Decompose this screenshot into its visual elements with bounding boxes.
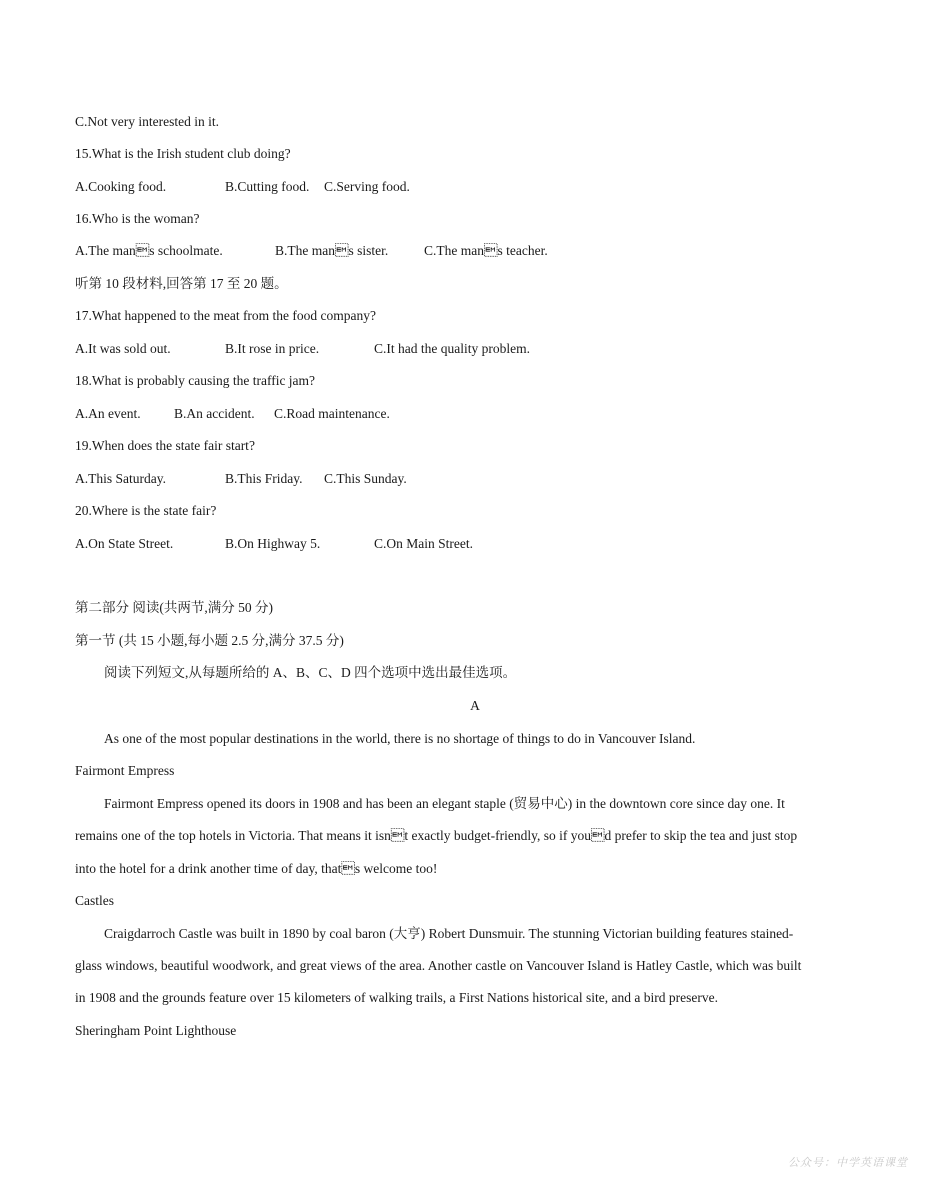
heading-fairmont-empress: Fairmont Empress [75, 763, 175, 778]
part-two-title: 第二部分 阅读(共两节,满分 50 分) [75, 600, 273, 615]
paragraph-1-line-1: Fairmont Empress opened its doors in 1908 and has been an elegant staple (贸易中心) in the downtown core since day one. It [104, 796, 785, 811]
question-16: 16.Who is the woman? [75, 211, 200, 226]
question-17: 17.What happened to the meat from the food company? [75, 308, 377, 323]
option-b-q18: B.An accident. [174, 406, 255, 421]
option-b-q17: B.It rose in price. [225, 341, 320, 356]
option-b-q16: B.The mans sister. [275, 243, 389, 258]
paragraph-1-line-3: into the hotel for a drink another time of day, thats welcome too! [75, 861, 438, 876]
option-b-q20: B.On Highway 5. [225, 536, 321, 551]
paragraph-2-line-2: glass windows, beautiful woodwork, and great views of the area. Another castle on Vancouver Island is Hatley Castle, which was built [75, 958, 802, 973]
question-15: 15.What is the Irish student club doing? [75, 146, 291, 161]
option-a-q17: A.It was sold out. [75, 341, 171, 356]
option-a-q18: A.An event. [75, 406, 141, 421]
paragraph-2-line-1: Craigdarroch Castle was built in 1890 by coal baron (大亨) Robert Dunsmuir. The stunning Victorian building features stained- [104, 926, 794, 941]
paragraph-1-line-2: remains one of the top hotels in Victoria. That means it isnt exactly budget-friendly, so if youd prefer to skip the tea and just stop [75, 828, 798, 843]
option-c-q15: C.Serving food. [324, 179, 410, 194]
section-one-title: 第一节 (共 15 小题,每小题 2.5 分,满分 37.5 分) [75, 633, 344, 648]
option-a-q20: A.On State Street. [75, 536, 174, 551]
question-19: 19.When does the state fair start? [75, 438, 255, 453]
option-c-q18: C.Road maintenance. [274, 406, 390, 421]
section-instruction-10: 听第 10 段材料,回答第 17 至 20 题。 [75, 276, 288, 291]
option-c-q17: C.It had the quality problem. [374, 341, 530, 356]
option-c-q19: C.This Sunday. [324, 471, 407, 486]
option-a-q16: A.The mans schoolmate. [75, 243, 223, 258]
question-20: 20.Where is the state fair? [75, 503, 217, 518]
option-b-q15: B.Cutting food. [225, 179, 310, 194]
reading-instruction: 阅读下列短文,从每题所给的 A、B、C、D 四个选项中选出最佳选项。 [104, 665, 517, 680]
heading-castles: Castles [75, 893, 114, 908]
watermark: 公众号：中学英语课堂 [788, 1156, 908, 1169]
option-c-q16: C.The mans teacher. [424, 243, 548, 258]
option-b-q19: B.This Friday. [225, 471, 303, 486]
option-c-q20: C.On Main Street. [374, 536, 473, 551]
paragraph-2-line-3: in 1908 and the grounds feature over 15 kilometers of walking trails, a First Nations historical site, and a bird preserve. [75, 990, 718, 1005]
option-a-q19: A.This Saturday. [75, 471, 166, 486]
heading-sheringham-lighthouse: Sheringham Point Lighthouse [75, 1023, 237, 1038]
option-a-q15: A.Cooking food. [75, 179, 167, 194]
passage-label: A [470, 698, 480, 713]
passage-intro: As one of the most popular destinations in the world, there is no shortage of things to do in Vancouver Island. [104, 731, 696, 746]
option-c-q14: C.Not very interested in it. [75, 114, 219, 129]
question-18: 18.What is probably causing the traffic jam? [75, 373, 316, 388]
